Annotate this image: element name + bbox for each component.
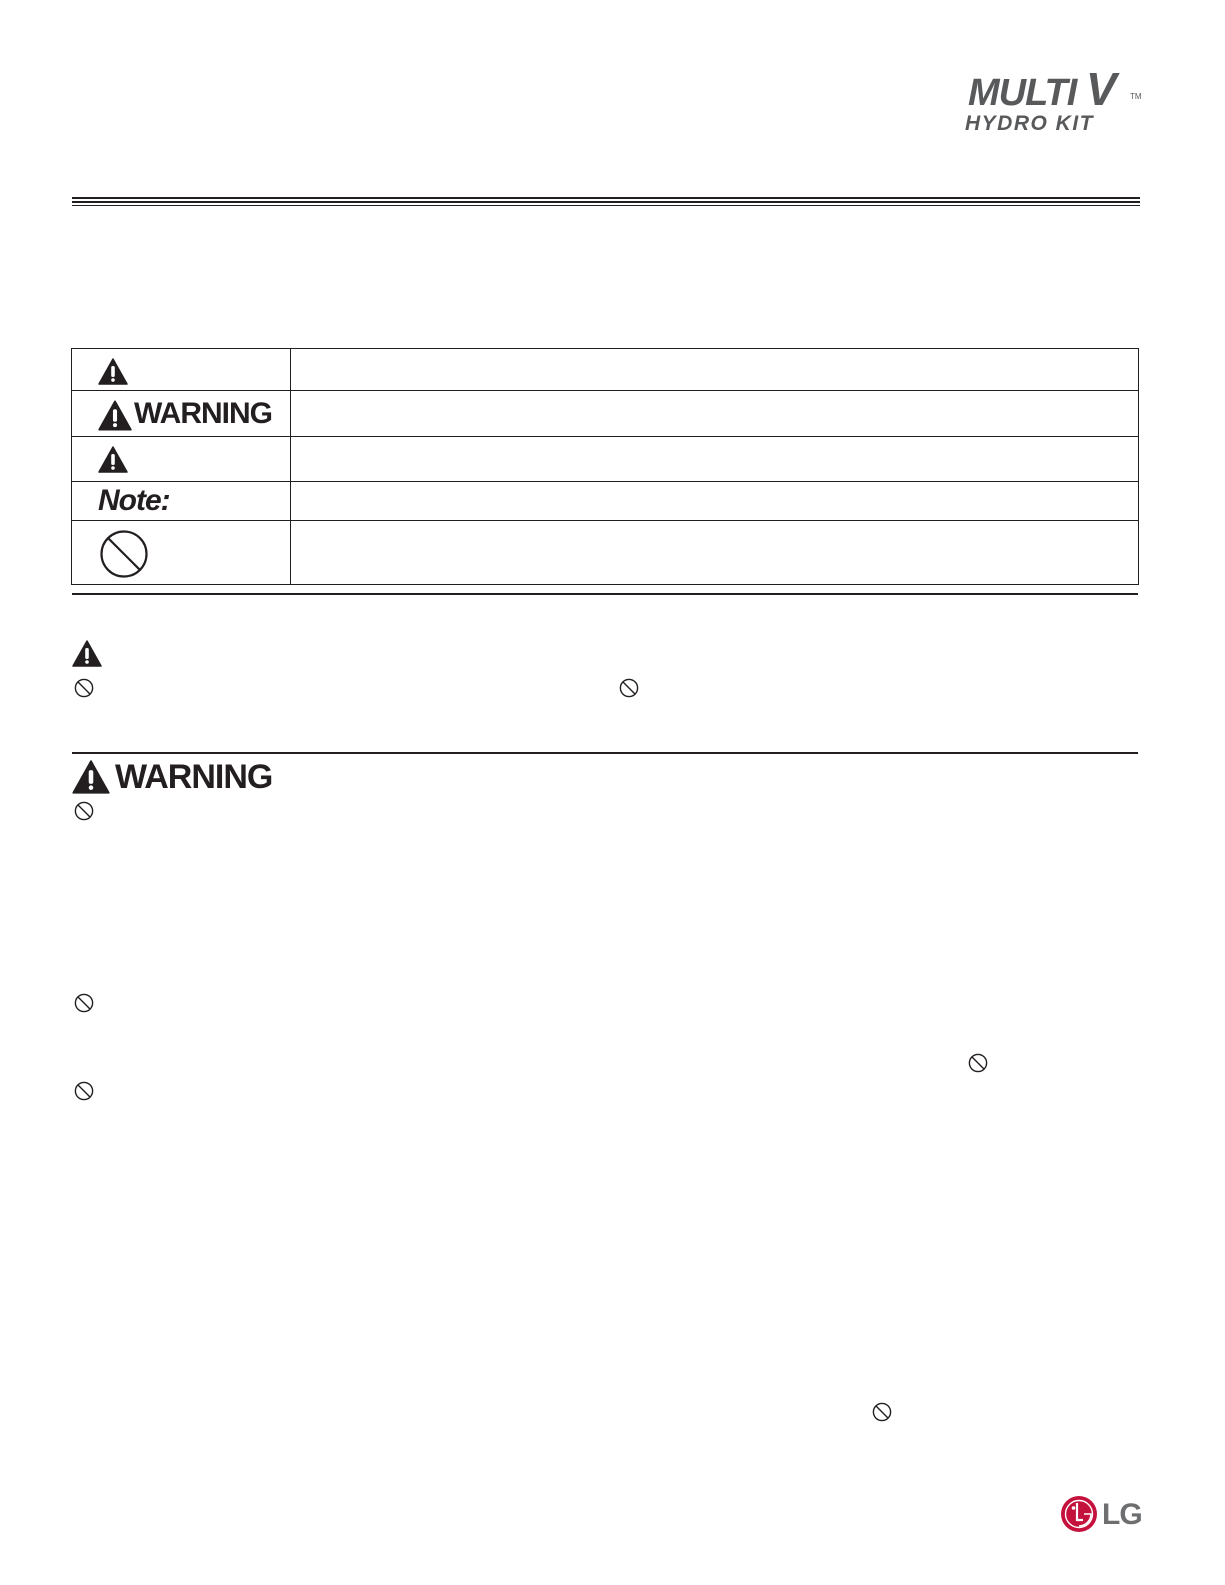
legend-desc-note	[291, 482, 1139, 521]
lg-face-icon	[1060, 1495, 1098, 1538]
legend-desc-prohibited	[291, 521, 1139, 585]
legend-desc-danger	[291, 349, 1139, 391]
prohibited-circle-icon	[74, 1081, 94, 1101]
legend-warning-label: WARNING	[134, 397, 272, 430]
legend-note-label: Note:	[98, 484, 170, 517]
legend-row-prohibited	[72, 521, 1139, 585]
warning-triangle-icon	[98, 400, 132, 431]
product-logo-line1: MULTI	[968, 72, 1077, 114]
warning-triangle-icon	[98, 358, 128, 385]
prohibited-circle-icon	[74, 678, 94, 698]
prohibited-circle-icon	[99, 529, 149, 579]
warning-triangle-icon	[72, 640, 102, 667]
warning-triangle-icon	[72, 760, 110, 794]
trademark-mark: TM	[1130, 92, 1142, 101]
prohibited-circle-icon	[74, 801, 94, 821]
lg-wordmark: LG	[1102, 1498, 1142, 1531]
section-divider	[72, 752, 1138, 754]
legend-row-warning	[72, 391, 1139, 437]
prohibited-circle-icon	[619, 678, 639, 698]
warning-triangle-icon	[98, 446, 128, 473]
prohibited-circle-icon	[74, 993, 94, 1013]
legend-row-note	[72, 482, 1139, 521]
section-divider	[72, 593, 1138, 595]
legend-row-caution	[72, 437, 1139, 482]
legend-row-danger	[72, 349, 1139, 391]
legend-desc-warning	[291, 391, 1139, 437]
prohibited-circle-icon	[872, 1402, 892, 1422]
product-logo-v: V	[1085, 63, 1116, 115]
warning-section-heading: WARNING	[115, 758, 273, 796]
lg-logo	[1060, 1495, 1150, 1539]
title-rule	[72, 197, 1140, 207]
legend-desc-caution	[291, 437, 1139, 482]
safety-symbol-legend-table	[71, 348, 1139, 585]
prohibited-circle-icon	[968, 1053, 988, 1073]
product-logo	[960, 62, 1150, 142]
product-logo-line2: HYDRO KIT	[965, 112, 1094, 135]
